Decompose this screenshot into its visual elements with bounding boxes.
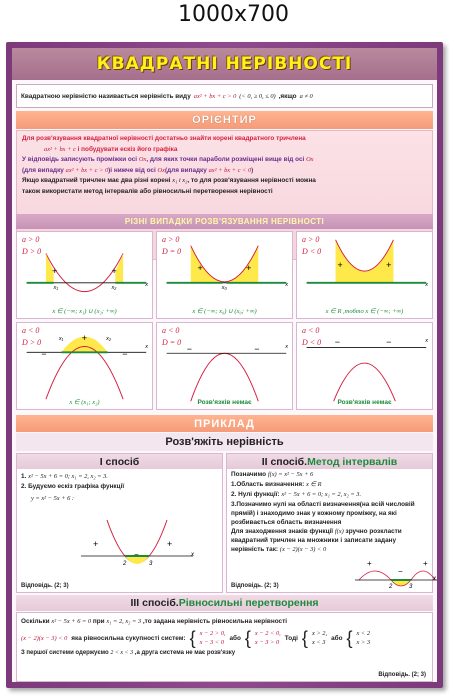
method-2-line-7-formula: f(x) [334, 528, 344, 535]
case-3-answer: x ∈ R ,тобто x ∈ (−∞; +∞) [325, 308, 404, 315]
method-3-then: Тоді [284, 634, 298, 642]
method-2-answer-value: (2; 3) [264, 583, 279, 589]
method-2-panel [226, 453, 436, 593]
case-card-6 [296, 322, 433, 410]
method-3-or-1: або [229, 634, 241, 642]
case-2-label-x: x [285, 281, 288, 288]
case-2-d: D = 0 [162, 247, 182, 256]
orientir-line-3-var: Ox [138, 156, 147, 163]
case-card-1 [16, 231, 153, 319]
case-card-3 [296, 231, 433, 319]
case-4-label-x2: x₂ [106, 335, 111, 342]
method-1-sign-middle: − [134, 550, 139, 559]
case-6-a: a < 0 [302, 326, 320, 335]
orientir-line-3-var2: Ox [306, 156, 314, 163]
method-2-line-3-formula: x² − 5x + 6 = 0; x₁ = 2, x₂ = 3. [281, 491, 362, 498]
cases-grid [16, 231, 433, 410]
cases-heading: РІЗНІ ВИПАДКИ РОЗВ'ЯЗУВАННЯ НЕРІВНОСТІ [124, 217, 325, 226]
method-2-line-8: квадратний тричлен на множники і записати задану [231, 537, 397, 544]
method-2-line-4: 3.Позначимо нулі на області визначення(на всій числовій [231, 501, 415, 508]
method-2-label-2: 2 [389, 584, 393, 590]
image-size-label: 1000x700 [178, 2, 289, 27]
case-4-label-x: x [145, 343, 148, 350]
method-3-sys-2-line-2: x − 3 > 0 [254, 639, 280, 646]
method-1-sign-left: + [93, 539, 99, 549]
method-3-body [16, 612, 433, 682]
poster [6, 42, 443, 688]
case-1-d: D > 0 [22, 247, 42, 256]
method-1-answer-label: Відповідь. [21, 583, 53, 589]
methods-section [16, 453, 436, 593]
case-6-sign-right: − [386, 336, 392, 347]
method-2-answer-label: Відповідь. [231, 583, 263, 589]
case-4-sign-left: − [41, 348, 47, 359]
method-3-sys-1-line-2: x − 3 < 0 [199, 639, 224, 646]
case-5-answer: Розв'язків немає [197, 399, 252, 406]
method-2-line-9-formula: (x − 2)(x − 3) < 0 [279, 546, 327, 553]
case-card-4 [16, 322, 153, 410]
method-1-panel [16, 453, 223, 593]
case-4-d: D > 0 [22, 338, 42, 347]
method-3-sys-3-line-1: x > 2, [311, 630, 328, 637]
method-3-or-2: або [331, 634, 343, 642]
orientir-line-3: У відповідь записують проміжки осі [22, 156, 138, 163]
poster-title: КВАДРАТНІ НЕРІВНОСТІ [96, 54, 353, 74]
method-3-line-1a: Оскільки [21, 618, 50, 625]
poster-title-bar [12, 48, 437, 80]
method-1-label-3: 3 [149, 561, 153, 567]
method-3-sys-3-line-2: x < 3 [311, 639, 326, 646]
method-2-line-6: розбивається область визначення [231, 519, 342, 526]
case-2-graph [157, 232, 292, 318]
case-6-d: D < 0 [302, 338, 322, 347]
orientir-heading-bar [16, 111, 433, 129]
method-3-sys-4-line-2: x > 3 [356, 639, 371, 646]
case-1-label-x1: x₁ [53, 285, 58, 292]
orientir-heading: ОРІЄНТИР [192, 114, 257, 126]
orientir-line-6: також використати метод інтервалів або рівносильні перетворення нерівності [22, 187, 273, 195]
case-1-sign-right: + [111, 266, 117, 277]
definition-variants: (< 0, ≥ 0, ≤ 0) [239, 92, 276, 100]
method-2-sign-right: + [423, 559, 428, 568]
method-2-line-2-formula: x ∈ R [306, 481, 322, 488]
method-3-brace-3: { [301, 628, 308, 648]
case-4-sign-middle: + [81, 333, 88, 344]
case-3-sign-left: + [337, 259, 343, 270]
example-heading: ПРИКЛАД [194, 417, 255, 430]
orientir-line-4a: (для випадку [22, 166, 64, 174]
method-2-label-3: 3 [409, 584, 413, 590]
method-3-brace-1: { [189, 628, 196, 648]
orientir-line-4d: ) [251, 166, 254, 174]
case-3-d: D < 0 [302, 247, 322, 256]
case-5-sign-right: − [254, 343, 260, 354]
case-1-label-x: x [145, 281, 148, 288]
orientir-line-4-var: Ox [157, 166, 165, 174]
orientir-line-4b: )і нижче від осі [108, 166, 156, 174]
case-5-sign-left: − [186, 343, 192, 354]
method-3-line-1c: ,то задана нерівність рівносильна нерівності [142, 618, 287, 625]
method-2-line-1-formula: f(x) = x² − 5x + 6 [267, 471, 314, 478]
method-3-line-3a: З першої системи одержуємо [21, 650, 109, 656]
method-2-heading [227, 454, 432, 469]
method-2-line-1: Позначимо [231, 471, 267, 478]
case-card-2 [156, 231, 293, 319]
method-2-line-9: нерівність так: [231, 546, 279, 553]
method-3-line-2-formula: (x − 2)(x − 3) < 0 [21, 634, 68, 642]
method-1-step-1: x² − 5x + 6 = 0; x₁ = 2, x₂ = 3. [28, 473, 108, 480]
case-4-answer: x ∈ (x₁; x₂) [69, 399, 100, 406]
method-2-label-x: x [433, 576, 436, 582]
method-3-answer-label: Відповідь. [378, 672, 410, 678]
method-1-label-2: 2 [123, 561, 127, 567]
method-1-answer-value: (2; 3) [54, 583, 69, 589]
case-2-answer: x ∈ (−∞; x₀) ∪ (x₀; +∞) [192, 308, 257, 315]
case-2-sign-left: + [197, 262, 203, 273]
definition-condition-word: ,якщо [278, 92, 297, 100]
method-2-heading-green: Метод інтервалів [307, 455, 398, 468]
orientir-line-5b: , то для розв'язування нерівності можна [187, 177, 316, 184]
case-2-label-x0: x₀ [221, 285, 227, 292]
poster-inner [12, 48, 437, 682]
case-1-sign-left: + [52, 266, 58, 277]
method-3-line-1-roots: x₁ = 2, x₂ = 3 [106, 618, 142, 625]
method-3-answer [378, 672, 426, 678]
case-2-sign-right: + [246, 262, 252, 273]
case-5-graph [157, 323, 292, 409]
method-3-heading [16, 595, 433, 611]
method-3-line-1b: при [92, 618, 105, 625]
orientir-line-4c: (для випадку [164, 166, 207, 174]
case-5-d: D = 0 [162, 338, 182, 347]
definition-condition: a ≠ 0 [299, 92, 313, 100]
orientir-line-4-formula-1: ax² + bx + c > 0 [65, 166, 109, 174]
method-3-sys-1-line-1: x − 2 > 0, [199, 630, 226, 637]
orientir-line-1: Для розв'язування квадратної нерівності достатньо знайти корені квадратного тричлена [22, 135, 306, 142]
method-3-heading-plain: III спосіб. [130, 597, 179, 609]
orientir-line-2-formula: ax² + bx + c [44, 145, 76, 153]
method-2-line-7b: зручно розкласти [345, 528, 402, 535]
method-3-line-2a: яка рівносильна сукупності систем: [71, 634, 186, 642]
method-2-line-5: прямій) і знаходимо знак у кожному проміжку, на які [231, 510, 397, 517]
case-1-a: a > 0 [22, 235, 40, 244]
orientir-line-5a: Якщо квадратний тричлен має два різні корені [22, 177, 171, 184]
case-6-label-x: x [425, 338, 428, 345]
case-card-5 [156, 322, 293, 410]
method-3-heading-green: Рівносильні перетворення [178, 597, 319, 609]
orientir-line-3b: , для яких точки параболи розміщені вище від осі [146, 156, 305, 163]
definition-text: Квадратною нерівністю називається нерівність виду [21, 92, 191, 100]
method-2-line-2: 1.Область визначення: [231, 481, 305, 488]
method-2-answer [231, 583, 279, 589]
case-4-label-x1: x₁ [58, 335, 64, 342]
method-1-step-2: 2. Будуємо ескіз графіка функції [21, 483, 125, 490]
case-4-sign-right: − [122, 348, 128, 359]
method-2-line-3: 2. Нулі функції: [231, 491, 280, 498]
method-2-line-7: Для знаходження знаків функції [231, 528, 334, 535]
case-1-answer: x ∈ (−∞; x₁) ∪ (x₂; +∞) [52, 308, 117, 315]
case-3-a: a > 0 [302, 235, 320, 244]
case-6-sign-left: − [334, 336, 341, 347]
method-1-sign-right: + [167, 539, 173, 549]
method-1-label-x: x [191, 552, 194, 558]
orientir-line-5-roots: x₁ і x₂ [172, 177, 188, 184]
case-6-answer: Розв'язків немає [337, 399, 392, 406]
method-3-sys-4-line-1: x < 2 [356, 630, 371, 637]
method-3-sys-2-line-1: x − 2 < 0, [254, 630, 281, 637]
case-6-graph [297, 323, 432, 409]
case-3-sign-right: + [386, 259, 392, 270]
method-2-sign-middle: − [398, 567, 403, 576]
case-1-graph [17, 232, 152, 318]
method-1-answer [21, 583, 69, 589]
orientir-line-2-text: і побудувати ескіз його графіка [77, 145, 178, 153]
case-3-graph [297, 232, 432, 318]
case-2-a: a > 0 [162, 235, 180, 244]
example-heading-bar [16, 415, 433, 432]
method-2-heading-plain: II спосіб. [261, 455, 308, 468]
method-1-function: y = x² − 5x + 6 : [31, 495, 75, 502]
method-3-brace-4: { [346, 628, 353, 648]
method-3-line-3b: ,а друга система не має розв'язку [134, 650, 236, 656]
definition-row [16, 84, 433, 108]
method-1-heading: I спосіб [17, 454, 222, 469]
definition-formula: ax² + bx + c > 0 [193, 92, 237, 100]
case-4-a: a < 0 [22, 326, 40, 335]
case-5-label-x: x [285, 343, 288, 350]
case-1-label-x2: x₂ [111, 285, 117, 292]
solve-heading: Розв'яжіть нерівність [16, 433, 433, 451]
method-3-answer-value: (2; 3) [411, 672, 426, 678]
cases-heading-bar [16, 214, 433, 229]
method-2-sign-left: + [367, 559, 372, 568]
method-3-line-3-formula: 2 < x < 3 [110, 650, 134, 656]
orientir-line-4-formula-2: ax² + bx + c < 0 [208, 166, 252, 174]
method-3-line-1-formula: x² − 5x + 6 = 0 [51, 618, 92, 625]
case-3-label-x: x [425, 281, 428, 288]
method-3-brace-2: { [244, 628, 251, 648]
method-1-step-1-num: 1. [21, 473, 27, 480]
case-5-a: a < 0 [162, 326, 180, 335]
